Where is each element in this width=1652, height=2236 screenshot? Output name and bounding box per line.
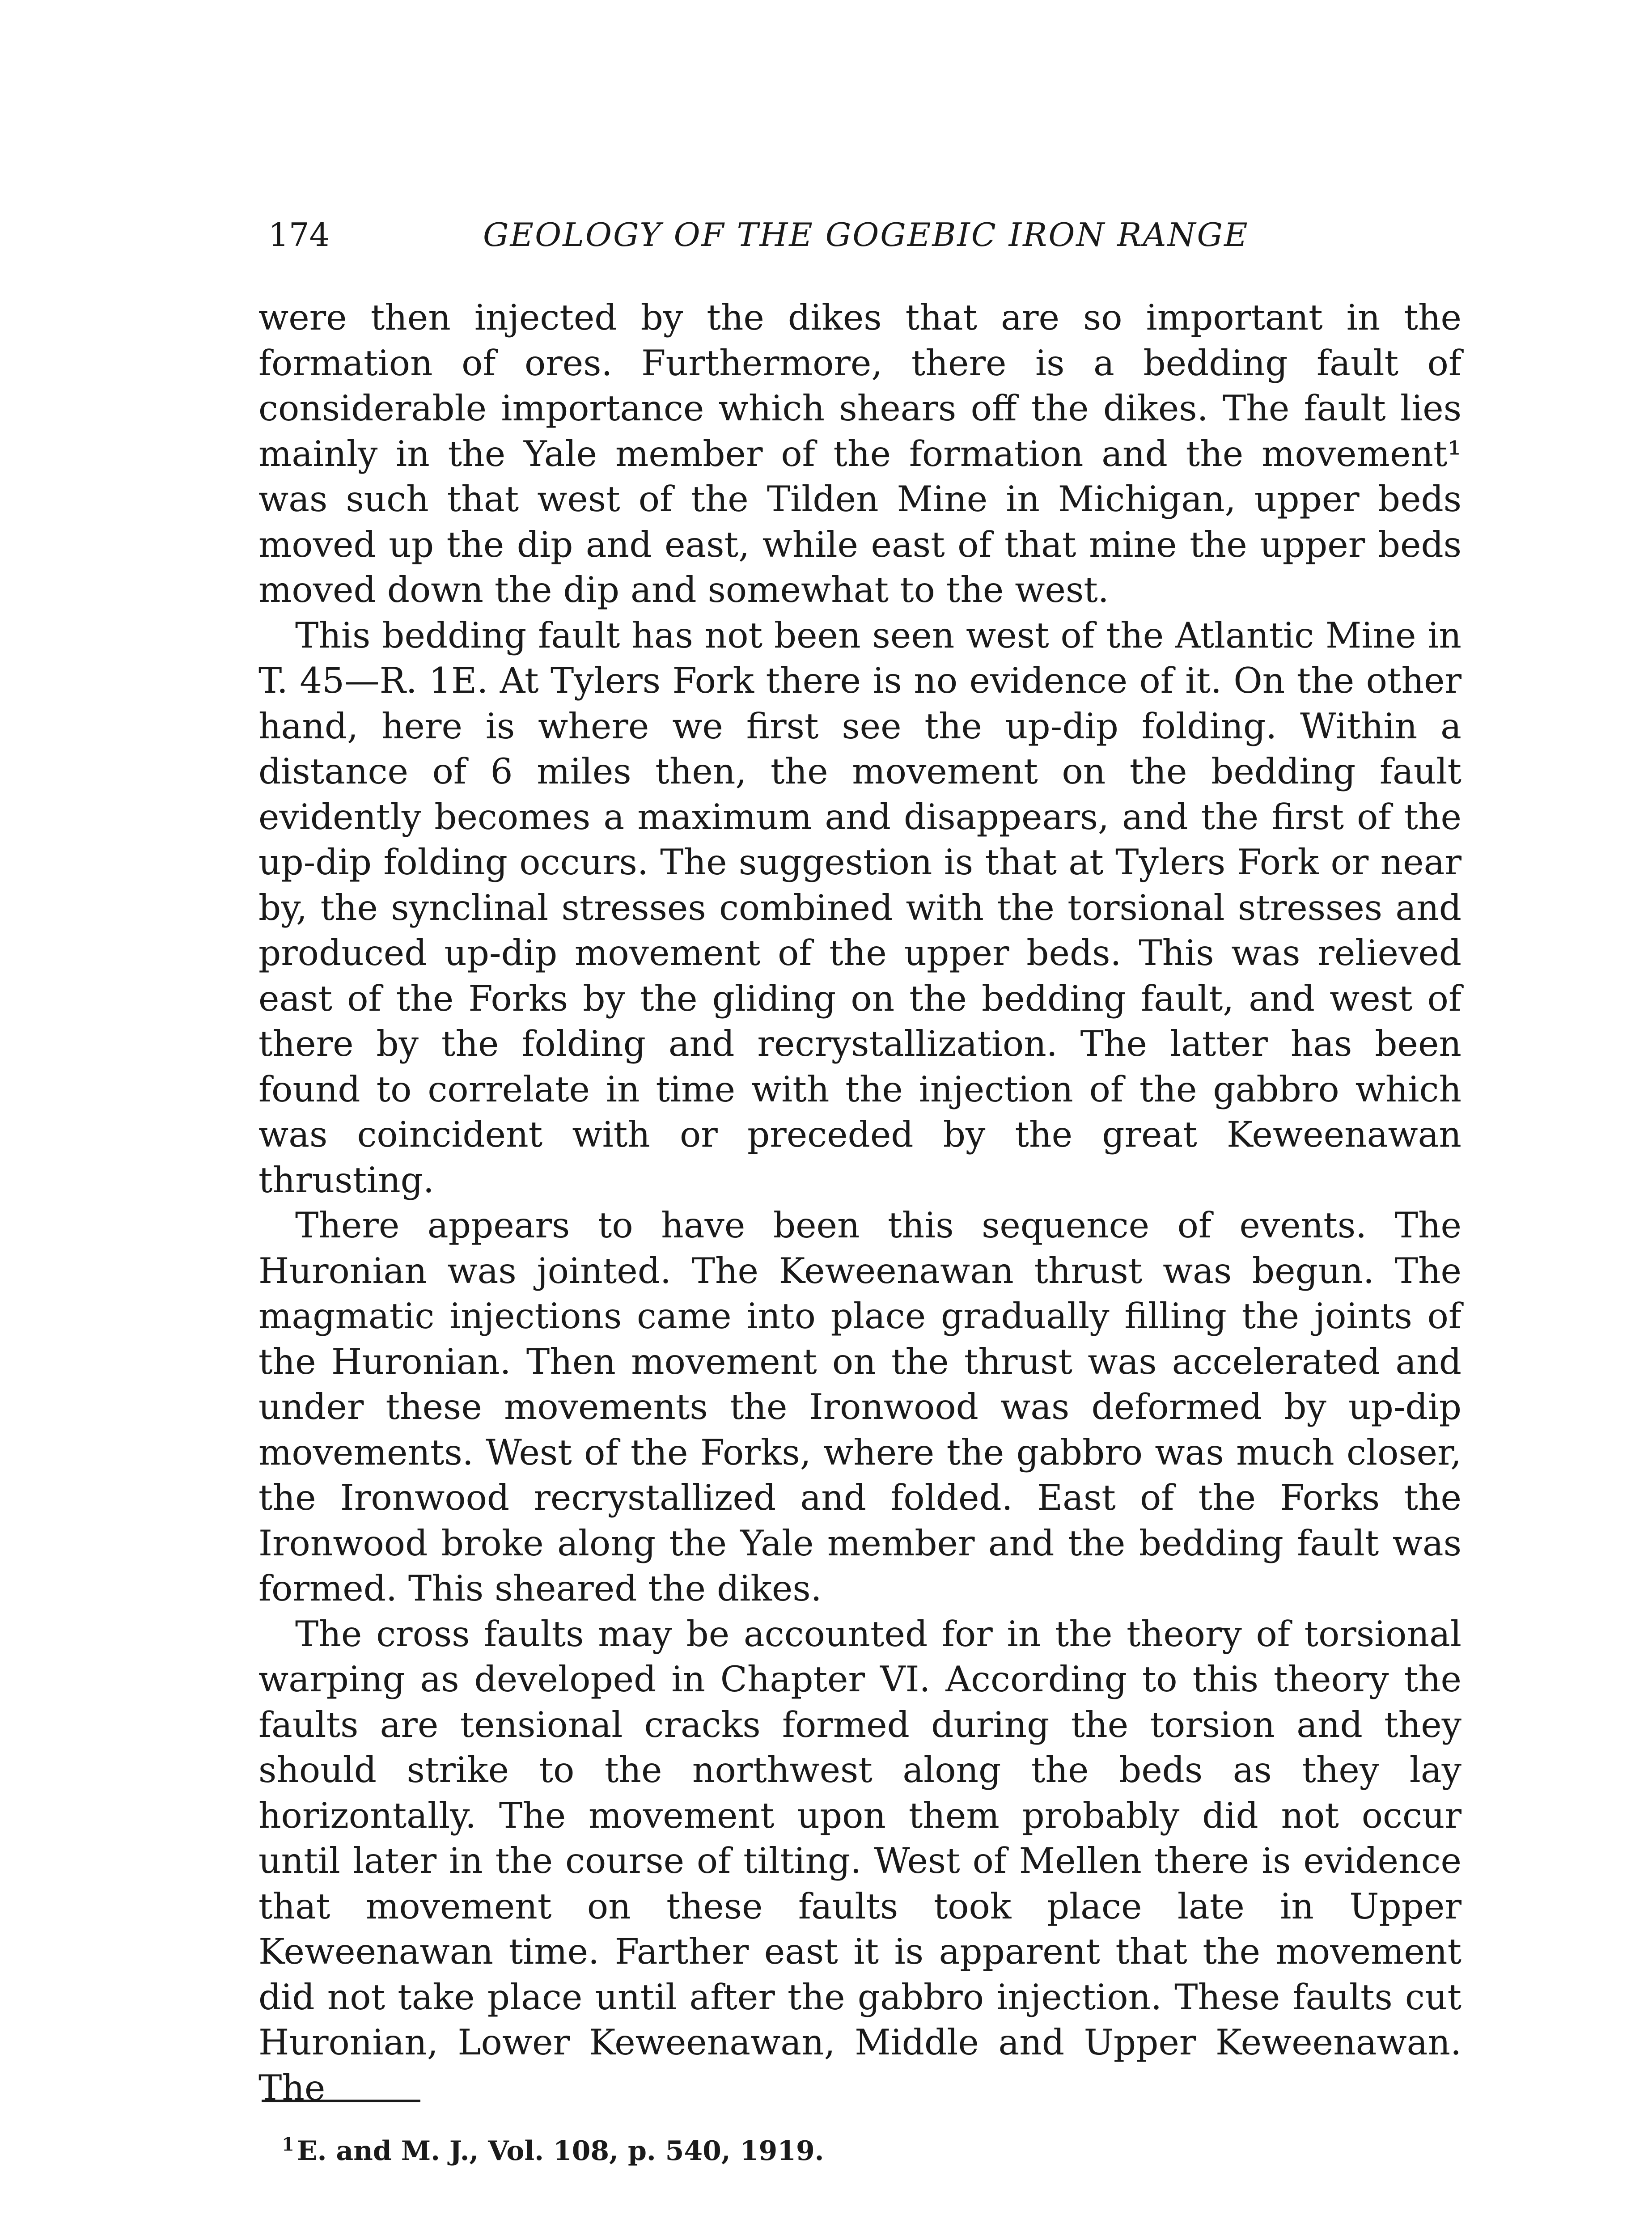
footnote-divider [262,2100,420,2102]
page-number: 174 [268,216,330,254]
running-title: GEOLOGY OF THE GOGEBIC IRON RANGE [483,216,1249,254]
paragraph-1: were then injected by the dikes that are so important in the formation of ores. Furthermore, there is a bedding fault of considerable importance which shears off the dikes. The fault lies mainly in the Yale member of the formation and the movement¹ was such that west of the Tilden Mine in Michigan, upper beds moved up the dip and east, while east of that mine the upper beds moved down the dip and somewhat to the west. [258,297,1461,610]
footnote [282,2133,1355,2169]
paragraph-4: The cross faults may be accounted for in the theory of torsional warping as developed in Chapter VI. According to this theory the faults are tensional cracks formed during the torsion and they should strike to the northwest along the beds as they lay horizontally. The movement upon them probably did not occur until later in the course of tilting. West of Mellen there is evidence that movement on these faults took place late in Upper Keweenawan time. Farther east it is apparent that the movement did not take place until after the gabbro injection. These faults cut Huronian, Lower Keweenawan, Middle and Upper Keweenawan. The [258,1613,1461,2109]
footnote-marker: 1 [282,2134,294,2155]
paragraph-3: There appears to have been this sequence of events. The Huronian was jointed. The Keweenawan thrust was begun. The magmatic injections came into place gradually filling the joints of the Huronian. Then movement on the thrust was accelerated and under these movements the Ironwood was deformed by up-dip movements. West of the Forks, where the gabbro was much closer, the Ironwood recrystallized and folded. East of the Forks the Ironwood broke along the Yale member and the bedding fault was formed. This sheared the dikes. [258,1205,1461,1609]
footnote-text: E. and M. J., Vol. 108, p. 540, 1919. [297,2135,824,2167]
body-text [258,295,1461,2111]
running-head [268,210,1467,259]
paragraph-2: This bedding fault has not been seen west of the Atlantic Mine in T. 45—R. 1E. At Tylers Fork there is no evidence of it. On the other hand, here is where we first see the up-dip folding. Within a distance of 6 miles then, the movement on the bedding fault evidently becomes a maximum and disappears, and the first of the up-dip folding occurs. The suggestion is that at Tylers Fork or near by, the synclinal stresses combined with the torsional stresses and produced up-dip movement of the upper beds. This was relieved east of the Forks by the gliding on the bedding fault, and west of there by the folding and recrystallization. The latter has been found to correlate in time with the injection of the gabbro which was coincident with or preceded by the great Keweenawan thrusting. [258,614,1461,1201]
